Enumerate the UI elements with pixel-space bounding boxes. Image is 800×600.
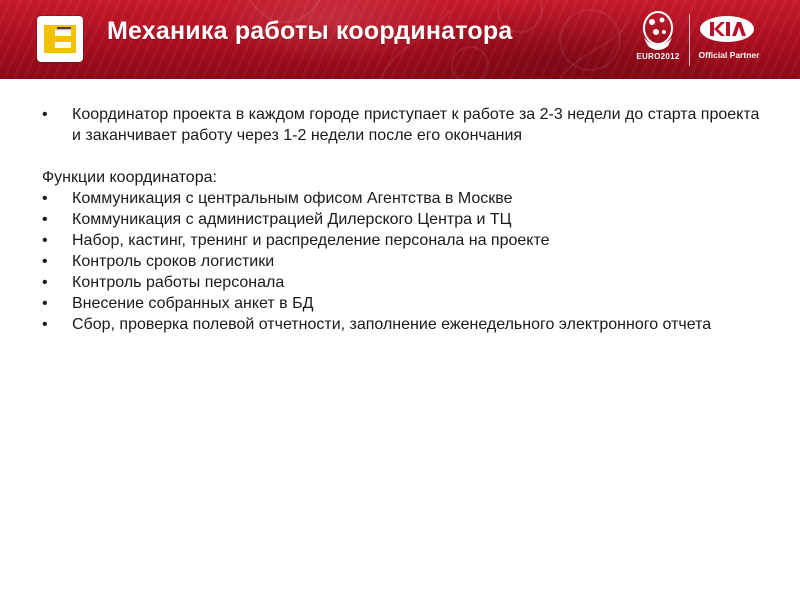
agency-logo-icon [37, 16, 83, 62]
euro-2012-label: EURO2012 [636, 52, 680, 61]
list-item-text: Сбор, проверка полевой отчетности, заполнение еженедельного электронного отчета [72, 316, 712, 333]
list-item [42, 104, 762, 146]
intro-list [42, 104, 762, 146]
bullet: • [42, 253, 48, 270]
functions-list [42, 188, 762, 335]
list-item-text: Внесение собранных анкет в БД [72, 295, 314, 312]
list-item-text: Контроль сроков логистики [72, 253, 275, 270]
bullet: • [42, 106, 48, 123]
slide-content [42, 104, 762, 335]
list-item-text: Набор, кастинг, тренинг и распределение персонала на проекте [72, 232, 550, 249]
bullet: • [42, 274, 48, 291]
list-item [42, 314, 762, 335]
functions-heading: Функции координатора: [42, 169, 217, 186]
list-item-text: Коммуникация с администрацией Дилерского Центра и ТЦ [72, 211, 512, 228]
bullet: • [42, 295, 48, 312]
list-item [42, 293, 762, 314]
bullet: • [42, 232, 48, 249]
slide-title: Механика работы координатора [107, 17, 513, 45]
list-item [42, 209, 762, 230]
bullet: • [42, 211, 48, 228]
list-item [42, 272, 762, 293]
list-item-text: Координатор проекта в каждом городе приступает к работе за 2-3 недели до старта проекта и заканчивает работу через 1-2 недели после его окончания [72, 106, 760, 144]
kia-logo-icon [698, 14, 756, 44]
list-item-text: Контроль работы персонала [72, 274, 285, 291]
official-partner-label: Official Partner [698, 50, 760, 60]
list-item [42, 188, 762, 209]
list-item-text: Коммуникация с центральным офисом Агентства в Москве [72, 190, 513, 207]
partner-divider [689, 14, 690, 66]
bullet: • [42, 316, 48, 333]
header-banner [0, 0, 800, 79]
list-item [42, 251, 762, 272]
bullet: • [42, 190, 48, 207]
list-item [42, 230, 762, 251]
